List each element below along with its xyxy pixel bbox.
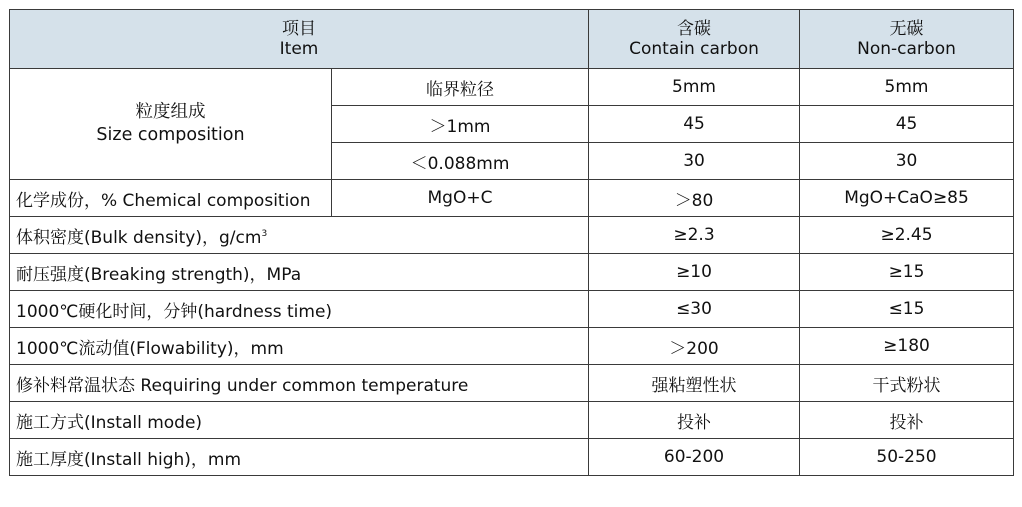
size-sub-label: 临界粒径 [332,69,589,106]
row-label: 施工厚度(Install high)，mm [10,439,589,476]
header-item-en: Item [279,39,319,59]
table-row [10,254,1014,291]
non-carbon-value: 30 [800,143,1014,180]
non-carbon-value: 45 [800,106,1014,143]
table-row [10,69,1014,106]
non-carbon-value: ≥180 [800,328,1014,365]
contain-carbon-value: 强粘塑性状 [589,365,800,402]
spec-table-container [9,9,1014,476]
header-item-cell [10,10,589,69]
size-sub-label: ＜0.088mm [332,143,589,180]
header-item-zh: 项目 [282,19,316,39]
table-row [10,291,1014,328]
contain-carbon-value: ≥10 [589,254,800,291]
chemical-sub-label: MgO+C [332,180,589,217]
contain-carbon-value: ≤30 [589,291,800,328]
non-carbon-value: ≤15 [800,291,1014,328]
header-non-zh: 无碳 [889,19,924,39]
header-non-en: Non-carbon [857,39,956,59]
header-contain-en: Contain carbon [629,39,759,59]
non-carbon-value: ≥2.45 [800,217,1014,254]
header-row [10,10,1014,69]
non-carbon-value: MgO+CaO≥85 [800,180,1014,217]
contain-carbon-value: ＞80 [589,180,800,217]
contain-carbon-value: 60-200 [589,439,800,476]
row-label: 修补料常温状态 Requiring under common temperature [10,365,589,402]
row-label: 1000℃硬化时间，分钟(hardness time) [10,291,589,328]
table-row [10,439,1014,476]
table-row [10,180,1014,217]
size-composition-label-en: Size composition [96,125,245,145]
table-row [10,328,1014,365]
non-carbon-value: 投补 [800,402,1014,439]
contain-carbon-value: ＞200 [589,328,800,365]
non-carbon-value: ≥15 [800,254,1014,291]
bulk-density-superscript: 3 [261,228,268,239]
row-label: 耐压强度(Breaking strength)，MPa [10,254,589,291]
size-composition-label-zh: 粒度组成 [135,102,206,122]
contain-carbon-value: 30 [589,143,800,180]
table-row [10,217,1014,254]
non-carbon-value: 5mm [800,69,1014,106]
contain-carbon-value: ≥2.3 [589,217,800,254]
header-non-cell [800,10,1014,69]
spec-table [9,9,1014,476]
non-carbon-value: 50-250 [800,439,1014,476]
row-label: 1000℃流动值(Flowability)，mm [10,328,589,365]
row-label: 施工方式(Install mode) [10,402,589,439]
contain-carbon-value: 45 [589,106,800,143]
header-contain-zh: 含碳 [677,19,712,39]
chemical-composition-label: 化学成份，% Chemical composition [10,180,332,217]
contain-carbon-value: 投补 [589,402,800,439]
contain-carbon-value: 5mm [589,69,800,106]
table-row [10,402,1014,439]
bulk-density-label: 体积密度(Bulk density)，g/cm [16,227,262,248]
non-carbon-value: 干式粉状 [800,365,1014,402]
size-composition-label-cell [10,69,332,180]
table-row [10,365,1014,402]
header-contain-cell [589,10,800,69]
size-sub-label: ＞1mm [332,106,589,143]
bulk-density-label-cell [10,217,589,254]
